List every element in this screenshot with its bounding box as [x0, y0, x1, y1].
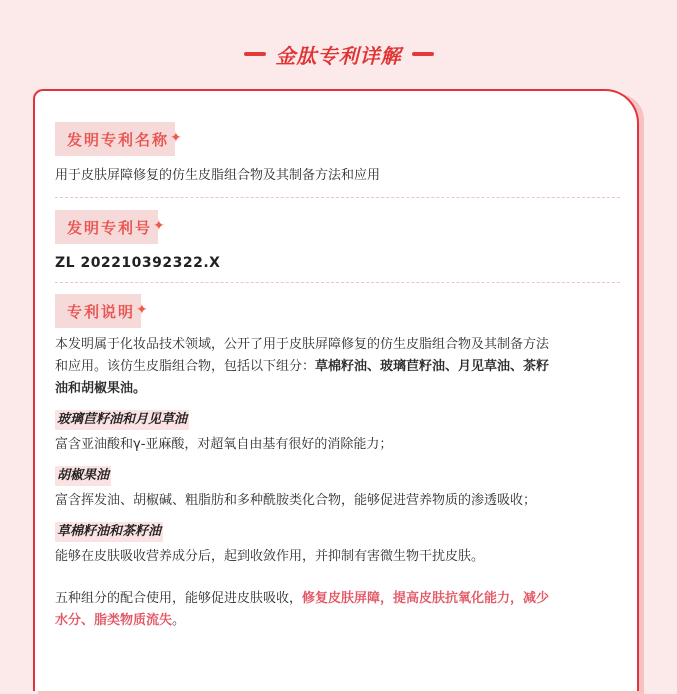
patent-number-value: ZL 202210392322.X: [55, 255, 221, 271]
section-tag-patent-description: [55, 294, 148, 328]
header-right-dash: [412, 52, 434, 56]
intro-line: 和应用。该仿生皮脂组合物，包括以下组分：草棉籽油、玻璃苣籽油、月见草油、茶籽: [55, 359, 550, 374]
description-intro: [55, 334, 620, 400]
summary-line: 水分、脂类物质流失。: [55, 613, 186, 628]
ingredient-subtitle: 草棉籽油和茶籽油: [55, 522, 163, 542]
ingredient-subtitle: 胡椒果油: [55, 466, 111, 486]
section-tag-label: 发明专利号: [67, 218, 153, 237]
card-content: [55, 122, 620, 632]
sparkle-icon: ✦: [153, 218, 165, 234]
header-left-dash: [244, 52, 266, 56]
ingredient-list: 草棉籽油、玻璃苣籽油、月见草油、茶籽: [315, 359, 550, 374]
section-tag-patent-name: [55, 122, 182, 156]
section-tag-patent-number: [55, 210, 165, 244]
ingredient-list: 油和胡椒果油。: [55, 381, 147, 396]
patent-name-text: 用于皮肤屏障修复的仿生皮脂组合物及其制备方法和应用: [55, 168, 381, 183]
section-tag-label: 专利说明: [67, 302, 136, 321]
summary-line: 五种组分的配合使用，能够促进皮肤吸收，修复皮肤屏障，提高皮肤抗氧化能力，减少: [55, 591, 550, 606]
ingredient-text: 能够在皮肤吸收营养成分后，起到收敛作用，并抑制有害微生物干扰皮肤。: [55, 549, 485, 564]
ingredient-subtitle: 玻璃苣籽油和月见草油: [55, 410, 189, 430]
sparkle-icon: ✦: [136, 302, 148, 318]
sparkle-icon: ✦: [170, 130, 182, 146]
highlight-text: 水分、脂类物质流失: [55, 613, 173, 628]
highlight-text: 修复皮肤屏障，提高皮肤抗氧化能力，减少: [302, 591, 550, 606]
ingredient-text: 富含挥发油、胡椒碱、粗脂肪和多种酰胺类化合物，能够促进营养物质的渗透吸收；: [55, 493, 537, 508]
ingredient-text: 富含亚油酸和γ-亚麻酸，对超氧自由基有很好的消除能力；: [55, 437, 393, 452]
section-tag-label: 发明专利名称: [67, 130, 170, 149]
intro-line: 本发明属于化妆品技术领域，公开了用于皮肤屏障修复的仿生皮脂组合物及其制备方法: [55, 337, 550, 352]
page-header: [0, 38, 677, 70]
page-title: 金肽专利详解: [275, 43, 402, 68]
summary-paragraph: [55, 588, 620, 632]
